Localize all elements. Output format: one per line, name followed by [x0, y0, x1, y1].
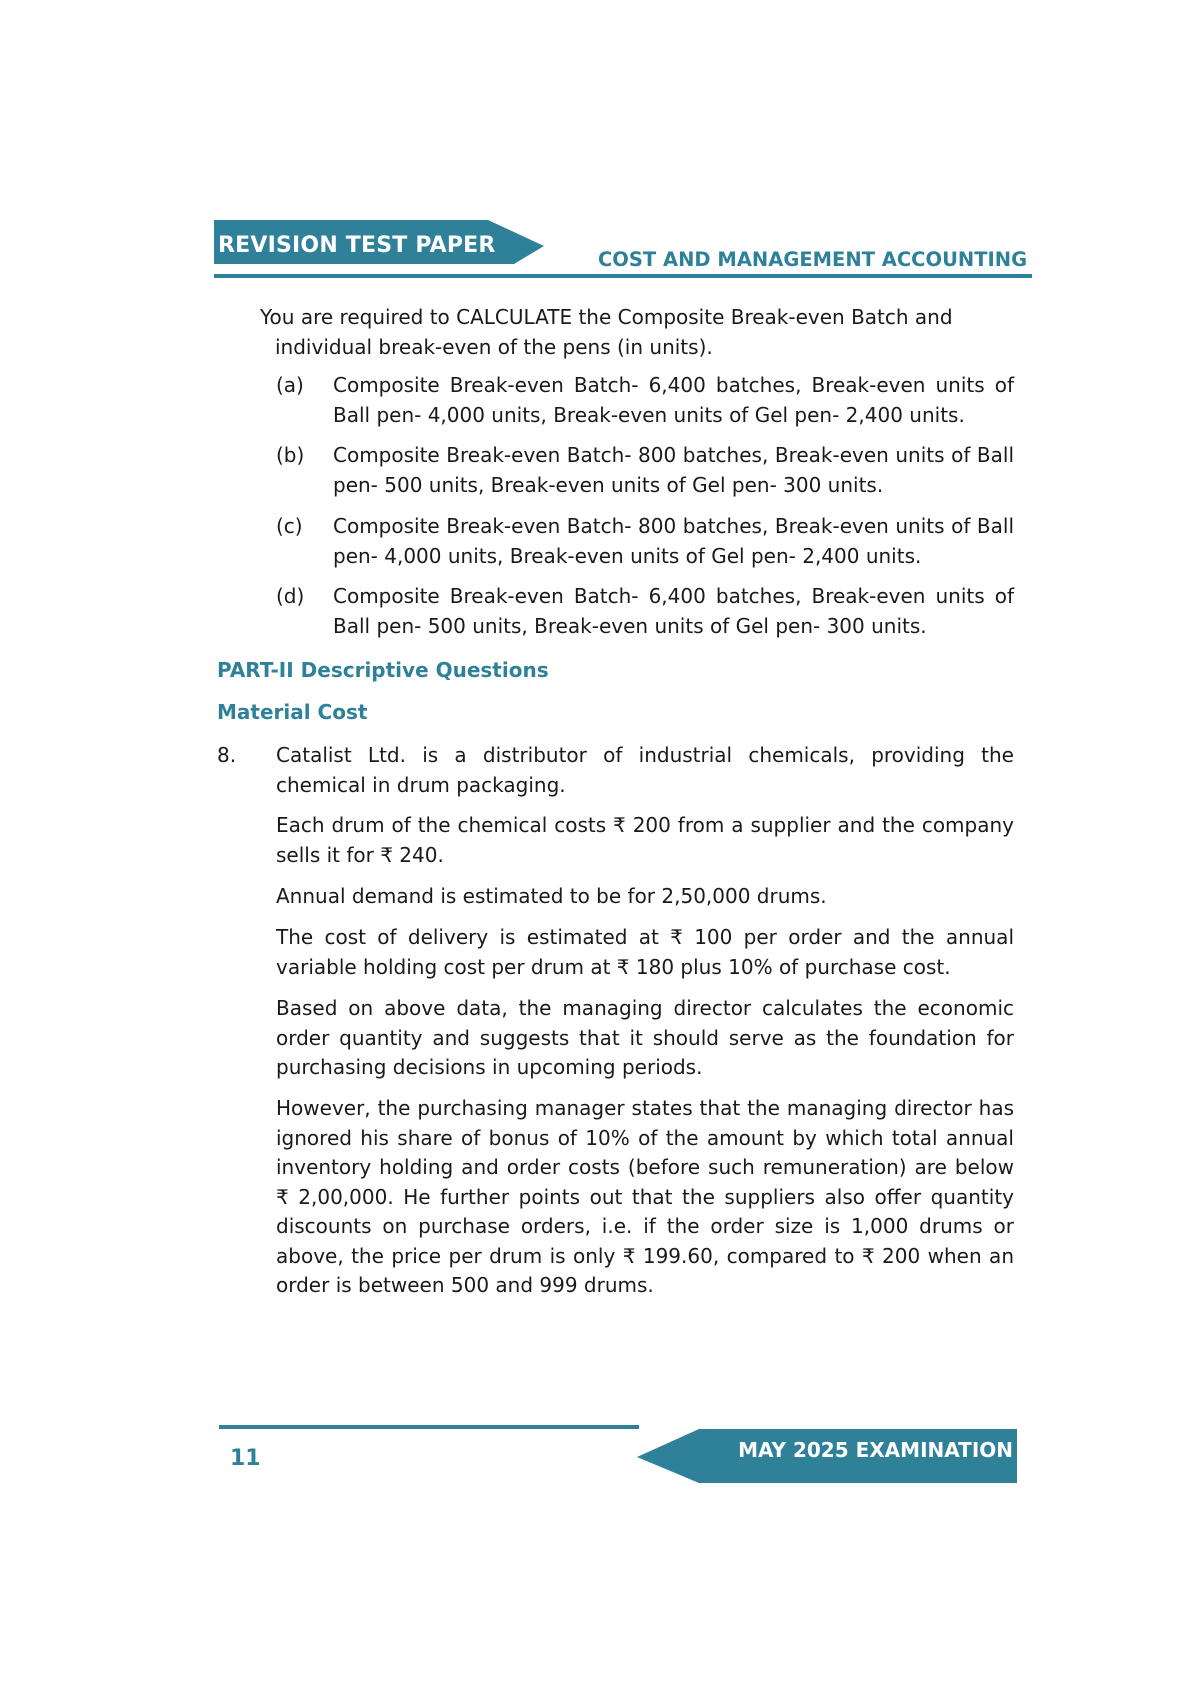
section-heading-material-cost: Material Cost — [217, 700, 368, 724]
header-banner — [214, 220, 544, 274]
intro-line-1: You are required to CALCULATE the Composite Break-even Batch and — [260, 305, 953, 329]
option-c — [276, 512, 1014, 571]
option-label: (d) — [276, 584, 305, 608]
header-banner-title: REVISION TEST PAPER — [218, 233, 496, 258]
page-number: 11 — [230, 1446, 261, 1471]
option-a — [276, 371, 1014, 430]
intro-line-2: individual break-even of the pens (in units). — [275, 334, 713, 359]
question-paragraph: However, the purchasing manager states that the managing director has ignored his share of bonus of 10% of the amount by which total annual inventory holding and order costs (before such remuneration) are below ₹ 2,00,000. He further points out that the suppliers also offer quantity discounts on purchase orders, i.e. if the order size is 1,000 drums or above, the price per drum is only ₹ 199.60, compared to ₹ 200 when an order is between 500 and 999 drums. — [276, 1096, 1014, 1297]
footer-divider — [219, 1425, 639, 1429]
question-intro — [260, 303, 1014, 362]
question-paragraph: Each drum of the chemical costs ₹ 200 from a supplier and the company sells it for ₹ 240. — [276, 813, 1014, 867]
question-paragraph: Annual demand is estimated to be for 2,50,000 drums. — [276, 884, 827, 908]
question-number: 8. — [217, 743, 237, 767]
option-text: Composite Break-even Batch- 6,400 batches, Break-even units of Ball pen- 500 units, Break-even units of Gel pen- 300 units. — [333, 584, 1014, 638]
option-text: Composite Break-even Batch- 800 batches, Break-even units of Ball pen- 4,000 units, Break-even units of Gel pen- 2,400 units. — [333, 514, 1014, 568]
option-b — [276, 441, 1014, 500]
option-label: (b) — [276, 443, 305, 467]
question-paragraph: Catalist Ltd. is a distributor of industrial chemicals, providing the chemical in drum packaging. — [276, 743, 1014, 797]
option-text: Composite Break-even Batch- 800 batches, Break-even units of Ball pen- 500 units, Break-even units of Gel pen- 300 units. — [333, 443, 1014, 497]
option-d — [276, 582, 1014, 641]
option-label: (c) — [276, 514, 303, 538]
option-text: Composite Break-even Batch- 6,400 batches, Break-even units of Ball pen- 4,000 units, Break-even units of Gel pen- 2,400 units. — [333, 373, 1014, 427]
question-paragraph: Based on above data, the managing director calculates the economic order quantity and suggests that it should serve as the foundation for purchasing decisions in upcoming periods. — [276, 996, 1014, 1079]
header-subject: COST AND MANAGEMENT ACCOUNTING — [598, 248, 1028, 271]
header-divider — [214, 274, 1032, 278]
option-label: (a) — [276, 373, 304, 397]
question-paragraph: The cost of delivery is estimated at ₹ 100 per order and the annual variable holding cost per drum at ₹ 180 plus 10% of purchase cost. — [276, 925, 1014, 979]
footer-banner — [637, 1425, 1017, 1483]
section-heading-part-ii: PART-II Descriptive Questions — [217, 658, 549, 682]
footer-exam-label: MAY 2025 EXAMINATION — [738, 1438, 1013, 1462]
